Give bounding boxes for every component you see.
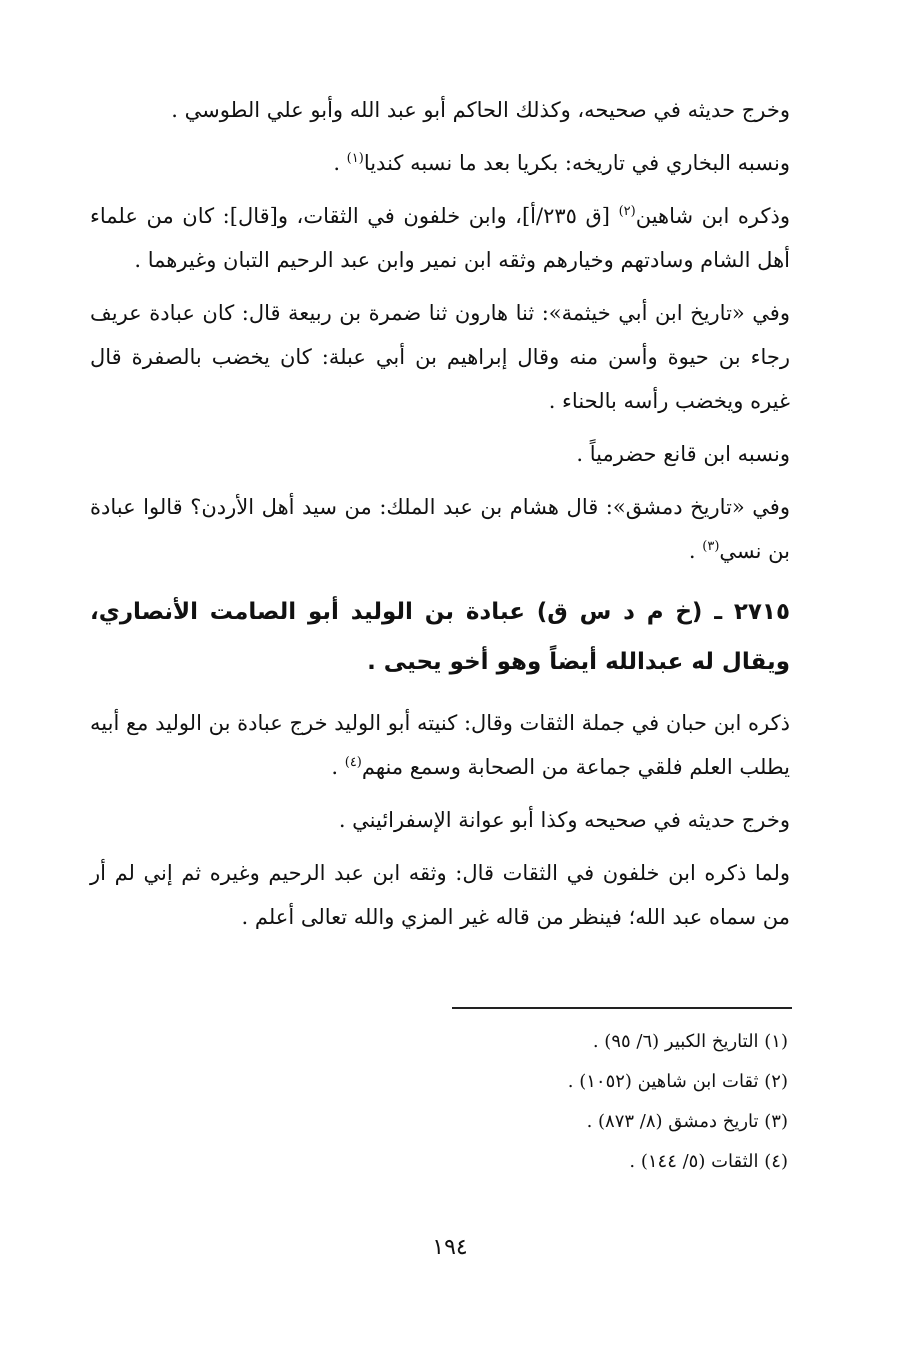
paragraph-tarikh-dimashq — [90, 485, 790, 573]
footnote-2: (٢) ثقات ابن شاهين (١٠٥٢) . — [567, 1071, 788, 1092]
entry-heading: ٢٧١٥ ـ (خ م د س ق) عبادة بن الوليد أبو الصامت الأنصاري، ويقال له عبدالله أيضاً وهو أخو يحيى . — [90, 599, 790, 675]
paragraph-text: وفي «تاريخ دمشق»: قال هشام بن عبد الملك: من سيد أهل الأردن؟ قالوا عبادة بن نسي — [90, 495, 790, 563]
paragraph-text: ونسبه البخاري في تاريخه: بكريا بعد ما نسبه كنديا — [363, 151, 790, 175]
paragraph-text: ولما ذكره ابن خلفون في الثقات قال: وثقه ابن عبد الرحيم وغيره ثم إني لم أر من سماه عبد الله؛ فينظر من قاله غير المزي والله تعالى أعلم . — [90, 861, 790, 929]
footnote-divider — [452, 1007, 792, 1009]
paragraph-ibn-abi-khaythama — [90, 291, 790, 423]
paragraph-text: وخرج حديثه في صحيحه وكذا أبو عوانة الإسفرائيني . — [338, 808, 790, 832]
footnote-3: (٣) تاريخ دمشق (٨/ ٨٧٣) . — [586, 1111, 788, 1132]
footnote-ref: (٣) — [702, 539, 720, 554]
paragraph-ibn-khalfun — [90, 851, 790, 939]
paragraph-text: وذكره ابن شاهين — [635, 204, 790, 228]
footnote-4: (٤) الثقات (٥/ ١٤٤) . — [629, 1151, 788, 1172]
footnotes — [90, 1022, 788, 1182]
paragraph-text: ذكره ابن حبان في جملة الثقات وقال: كنيته أبو الوليد خرج عبادة بن الوليد مع أبيه يطلب العلم فلقي جماعة من الصحابة وسمع منهم — [90, 711, 790, 779]
paragraph-bukhari — [90, 141, 790, 185]
page-number: ١٩٤ — [432, 1235, 468, 1260]
paragraph-text: وفي «تاريخ ابن أبي خيثمة»: ثنا هارون ثنا ضمرة بن ربيعة قال: كان عبادة عريف رجاء بن حيوة وأسن منه وقال إبراهيم بن أبي عبلة: كان يخضب بالصفرة قال غيره ويخضب رأسه بالحناء . — [90, 301, 790, 413]
paragraph-ibn-shahin — [90, 194, 790, 282]
footnote-ref: (١) — [346, 151, 364, 166]
footnote-1: (١) التاريخ الكبير (٦/ ٩٥) . — [592, 1031, 788, 1052]
paragraph-tail: . — [331, 755, 345, 779]
paragraph-tail: . — [688, 539, 703, 563]
paragraph-abu-awana — [90, 798, 790, 842]
paragraph-tail: [ق ٢٣٥/أ]، وابن خلفون في الثقات، و[قال]: كان من علماء أهل الشام وسادتهم وخيارهم وثقه ابن نمير وابن عبد الرحيم التبان وغيرهما . — [90, 204, 790, 272]
paragraph-tail: . — [333, 151, 347, 175]
paragraph-text: ونسبه ابن قانع حضرمياً . — [576, 442, 790, 466]
footnote-ref: (٤) — [344, 755, 362, 770]
paragraph-text: وخرج حديثه في صحيحه، وكذلك الحاكم أبو عبد الله وأبو علي الطوسي . — [171, 98, 790, 122]
paragraph-ibn-hibban — [90, 701, 790, 789]
paragraph-ibn-qani — [90, 432, 790, 476]
paragraph-sahih — [90, 88, 790, 132]
footnote-ref: (٢) — [618, 204, 636, 219]
main-text-body — [90, 88, 790, 948]
